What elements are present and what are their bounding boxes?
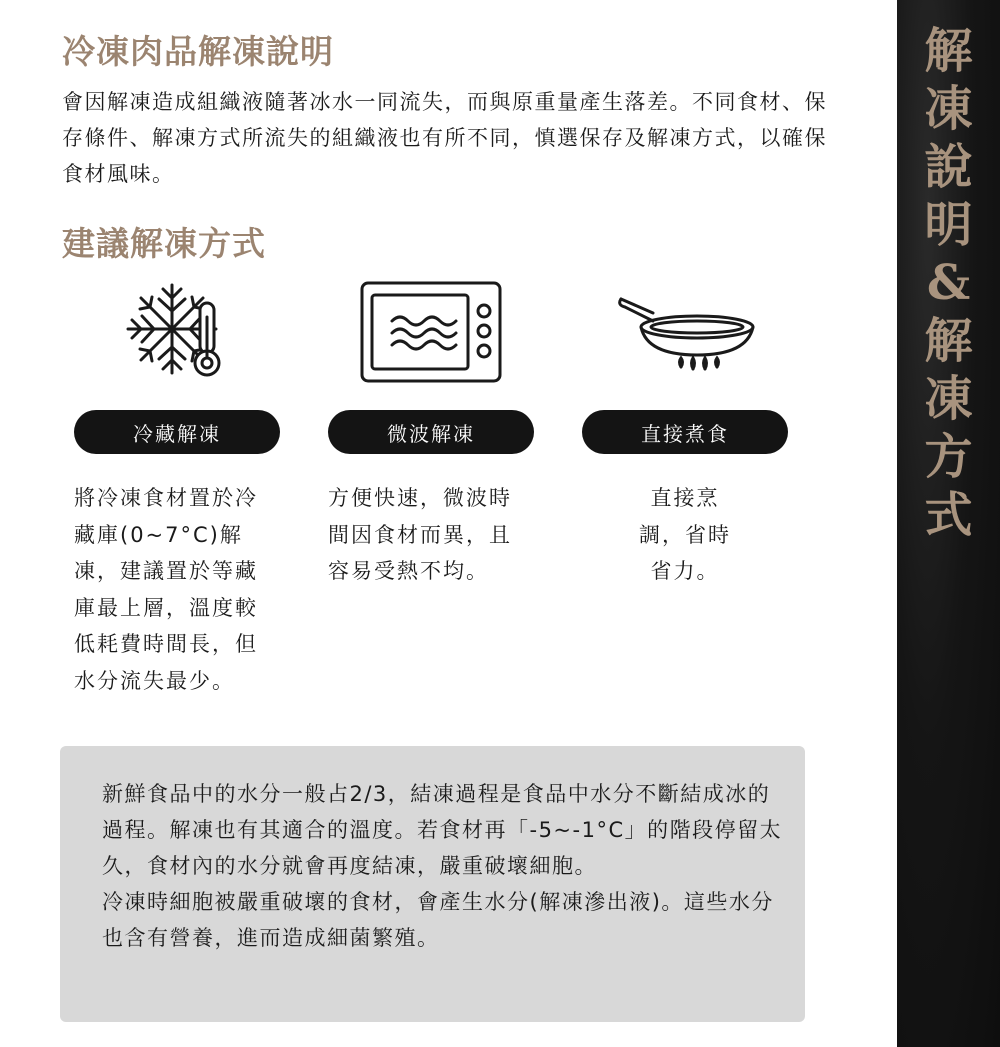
sidebar-vertical-title: [897, 22, 1000, 544]
method-desc-microwave: 方便快速，微波時間因食材而異，且容易受熱不均。: [328, 486, 512, 583]
sidebar-char: 凍: [924, 371, 973, 427]
sidebar-char: 解: [924, 313, 973, 369]
section-title-methods: 建議解凍方式: [62, 224, 266, 263]
sidebar-char: &: [926, 255, 971, 311]
sidebar-char: 方: [924, 429, 973, 485]
method-direct-cook: [582, 272, 788, 590]
sidebar-banner: [897, 0, 1000, 1047]
method-desc-fridge: 將冷凍食材置於冷藏庫(0~7°C)解凍，建議置於等藏庫最上層，溫度較低耗費時間長，但水分流失最少。: [74, 486, 258, 693]
method-desc-direct: 直接烹調，省時省力。: [639, 486, 731, 583]
note-paragraph-2: 冷凍時細胞被嚴重破壞的食材，會產生水分(解凍滲出液)。這些水分也含有營養，進而造成細菌繁殖。: [102, 890, 774, 950]
note-box: [60, 746, 805, 1022]
method-microwave-thaw: [328, 272, 534, 590]
section-title-thaw-info: 冷凍肉品解凍說明: [62, 32, 334, 71]
snowflake-thermometer-icon: [74, 272, 280, 392]
note-paragraph-1: 新鮮食品中的水分一般占2/3，結凍過程是食品中水分不斷結成冰的過程。解凍也有其適合的溫度。若食材再「-5~-1°C」的階段停留太久，食材內的水分就會再度結凍，嚴重破壞細胞。: [102, 782, 783, 878]
sidebar-char: 明: [924, 197, 973, 253]
method-label-microwave: 微波解凍: [328, 410, 534, 454]
method-fridge-thaw: [74, 272, 280, 699]
method-label-fridge: 冷藏解凍: [74, 410, 280, 454]
microwave-icon: [328, 272, 534, 392]
method-label-direct: 直接煮食: [582, 410, 788, 454]
sidebar-char: 解: [924, 23, 973, 79]
sidebar-char: 式: [924, 487, 973, 543]
intro-paragraph: 會因解凍造成組織液隨著冰水一同流失，而與原重量產生落差。不同食材、保存條件、解凍方式所流失的組織液也有所不同，慎選保存及解凍方式，以確保食材風味。: [62, 90, 827, 186]
frying-pan-icon: [582, 272, 788, 392]
sidebar-char: 凍: [924, 81, 973, 137]
note-text: [102, 776, 792, 956]
sidebar-char: 說: [924, 139, 973, 195]
